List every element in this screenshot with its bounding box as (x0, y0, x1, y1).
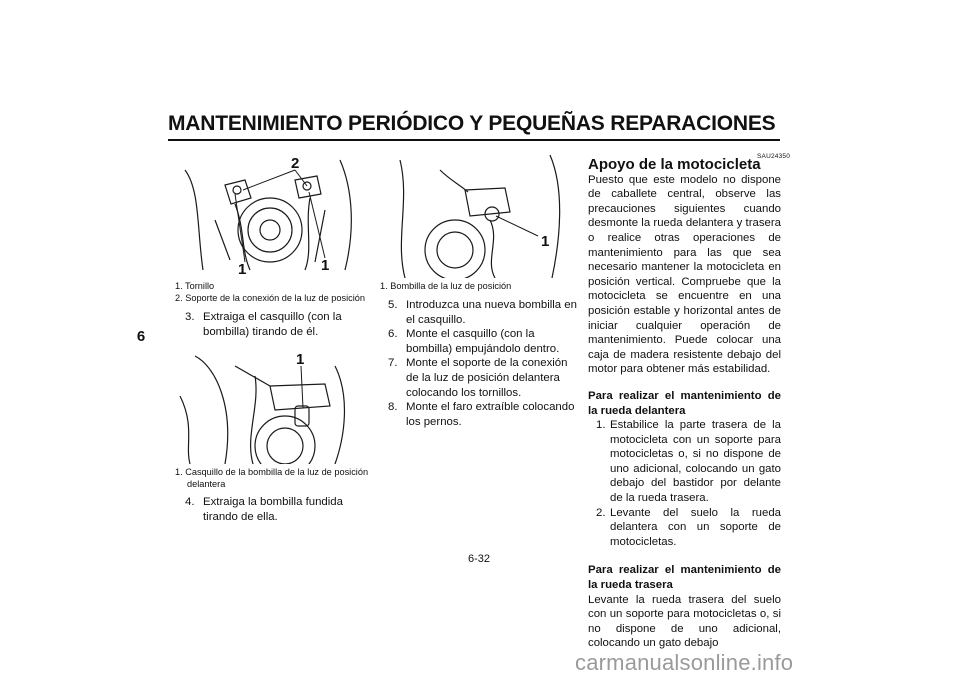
step-text: Extraiga el casquillo (con la bombilla) tirando de él. (203, 311, 342, 338)
step-text: Levante del suelo la rueda delantera con un soporte de motocicletas. (610, 506, 781, 548)
caption-line: 1. Tornillo (175, 281, 215, 291)
figure1-callout-1b: 1 (321, 257, 330, 274)
step-number: 2. (596, 506, 606, 519)
step-6 (378, 327, 578, 356)
step-number: 6. (388, 328, 398, 341)
step-number: 8. (388, 401, 398, 414)
figure-position-light-bulb (380, 150, 575, 278)
step-number: 5. (388, 299, 398, 311)
page-number: 6-32 (468, 553, 491, 565)
rear-wheel-heading: Para realizar el mantenimiento de la rueda trasera (588, 564, 781, 592)
step-number: 7. (388, 357, 398, 370)
caption-line: delantera (187, 479, 226, 489)
figure2-callout-1: 1 (296, 351, 305, 368)
section-heading: Apoyo de la motocicleta (588, 156, 761, 173)
figure-position-light-bracket (175, 150, 365, 278)
chapter-tab: 6 (127, 322, 155, 352)
intro-paragraph: Puesto que este modelo no dispone de caballete central, observe las precauciones siguientes cuando desmonte la rueda delantera y trasera o realice otras operaciones de mantenimiento para las que sea necesario mantener la motocicleta en posición vertical. Compruebe que la motocicleta se encuentre en una posición estable y horizontal antes de iniciar cualquier operación de mantenimiento. Puede colocar una caja de madera resistente debajo del motor para obtener más estabilidad. (588, 173, 781, 376)
figure1-callout-2: 2 (291, 155, 300, 172)
caption-line: 1. Bombilla de la luz de posición (380, 281, 512, 291)
right-column (588, 158, 781, 651)
step-text: Extraiga la bombilla fundida tirando de ella. (203, 496, 343, 523)
middle-steps (378, 298, 578, 429)
step-7 (378, 356, 578, 400)
figure-bulb-socket (175, 346, 365, 464)
step-4 (175, 495, 375, 524)
figure3-callout-1: 1 (541, 233, 550, 250)
step-text: Estabilice la parte trasera de la motocicleta con un soporte para motocicletas o, si no dispone de uno adicional, colocando un gato debajo del bastidor por delante de la rueda trasera. (610, 419, 781, 505)
front-step-2 (588, 506, 781, 550)
step-number: 4. (185, 496, 195, 508)
step-number: 3. (185, 311, 195, 323)
caption-line: 2. Soporte de la conexión de la luz de posición (175, 293, 366, 303)
step-text: Monte el casquillo (con la bombilla) empujándolo dentro. (406, 328, 560, 355)
front-wheel-heading: Para realizar el mantenimiento de la rueda delantera (588, 389, 781, 417)
rear-wheel-paragraph: Levante la rueda trasera del suelo con un soporte para motocicletas o, si no dispone de uno adicional, colocando un gato debajo (588, 593, 781, 650)
caption-line: 1. Casquillo de la bombilla de la luz de posición (175, 467, 369, 477)
watermark-link[interactable]: carmanualsonline.info (575, 650, 794, 675)
step-text: Introduzca una nueva bombilla en el casquillo. (406, 299, 577, 326)
header-rule (168, 139, 780, 141)
step-text: Monte el soporte de la conexión de la luz de posición delantera colocando los tornillos. (406, 357, 568, 399)
step-5 (378, 298, 578, 327)
figure1-caption (175, 280, 375, 304)
figure1-callout-1a: 1 (238, 261, 247, 278)
figure2-caption (175, 466, 375, 490)
left-steps-bottom (175, 495, 375, 524)
step-number: 1. (596, 419, 606, 432)
front-step-1 (588, 418, 781, 506)
step-3 (175, 310, 375, 339)
step-8 (378, 400, 578, 429)
page-title: MANTENIMIENTO PERIÓDICO Y PEQUEÑAS REPARACIONES (168, 112, 776, 135)
step-text: Monte el faro extraíble colocando los pernos. (406, 401, 575, 428)
figure3-caption (380, 280, 580, 292)
left-steps-top (175, 310, 375, 339)
section-code: SAU24350 (757, 153, 791, 160)
